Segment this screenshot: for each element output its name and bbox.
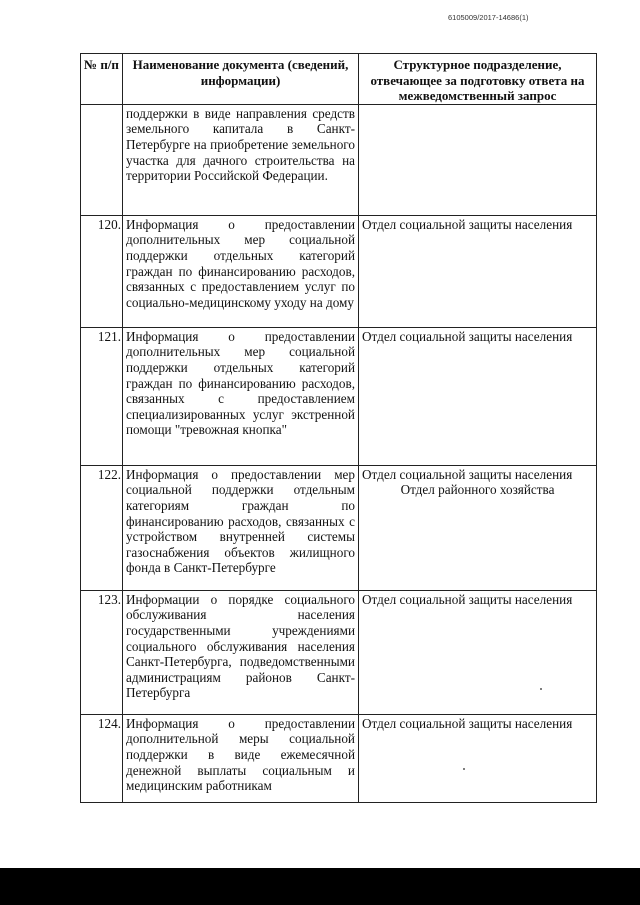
row-dept <box>359 590 597 714</box>
header-name: Наименование документа (сведений, информации) <box>123 54 359 105</box>
header-num: № п/п <box>81 54 123 105</box>
row-dept <box>359 215 597 327</box>
table-row <box>81 215 597 327</box>
document-table <box>80 53 597 803</box>
row-name: Информация о предоставлении мер социальной поддержки отдельным категориям граждан по финансированию расходов, связанных с устройством внутренней системы газоснабжения объектов жилищного фонда в Санкт-Петербурге <box>123 465 359 590</box>
row-num <box>81 104 123 215</box>
dept-line: Отдел социальной защиты населения <box>362 466 573 482</box>
row-dept <box>359 465 597 590</box>
row-num: 123. <box>81 590 123 714</box>
row-name: поддержки в виде направления средств земельного капитала в Санкт-Петербурге на приобретение земельного участка для дачного строительства на территории Российской Федерации. <box>123 104 359 215</box>
row-num: 122. <box>81 465 123 590</box>
table-row <box>81 714 597 802</box>
header-dept: Структурное подразделение, отвечающее за подготовку ответа на межведомственный запрос <box>359 54 597 105</box>
dept-line: Отдел социальной защиты населения <box>362 715 573 731</box>
row-dept <box>359 327 597 465</box>
row-num: 121. <box>81 327 123 465</box>
dept-line: Отдел социальной защиты населения <box>362 328 573 344</box>
row-name: Информация о предоставлении дополнительных мер социальной поддержки отдельных категорий граждан по финансированию расходов, связанных с предоставлением специализированных услуг экстренной помощи "тревожная кнопка" <box>123 327 359 465</box>
row-num: 124. <box>81 714 123 802</box>
document-id: 6105009/2017-14686(1) <box>448 13 529 22</box>
table-row <box>81 590 597 714</box>
scan-bottom-edge <box>0 868 640 905</box>
row-num: 120. <box>81 215 123 327</box>
scan-speck <box>540 688 542 690</box>
table-row <box>81 327 597 465</box>
table-row <box>81 104 597 215</box>
scan-speck <box>463 768 465 770</box>
row-name: Информация о предоставлении дополнительных мер социальной поддержки отдельных категорий граждан по финансированию расходов, связанных с предоставлением услуг по социально-медицинскому уходу на дому <box>123 215 359 327</box>
row-name: Информации о порядке социального обслуживания населения государственными учреждениями социального обслуживания населения Санкт-Петербурга, подведомственными администрациям районов Санкт-Петербурга <box>123 590 359 714</box>
table-row <box>81 465 597 590</box>
row-name: Информация о предоставлении дополнительной меры социальной поддержки в виде ежемесячной денежной выплаты социальным и медицинским работникам <box>123 714 359 802</box>
dept-line: Отдел социальной защиты населения <box>362 591 573 607</box>
dept-line: Отдел районного хозяйства <box>400 482 555 498</box>
row-dept <box>359 104 597 215</box>
table-header-row <box>81 54 597 105</box>
row-dept <box>359 714 597 802</box>
dept-line: Отдел социальной защиты населения <box>362 216 573 232</box>
